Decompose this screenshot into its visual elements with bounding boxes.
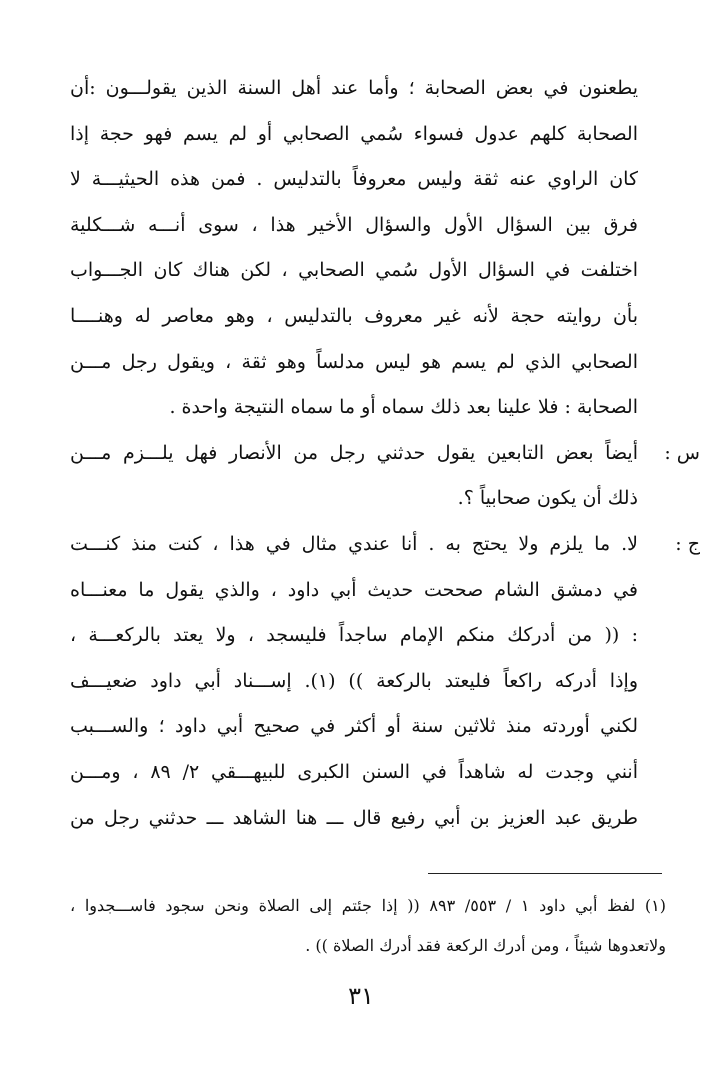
question-block xyxy=(70,431,700,522)
answer-line: طريق عبد العزيز بن أبي رفيع قال ـــ هنا الشاهد ـــ حدثني رجل من xyxy=(70,806,638,829)
question-line: ذلك أن يكون صحابياً ؟. xyxy=(457,487,638,510)
text-line: الصحابي الذي لم يسم هو ليس مدلساً وهو ثقة ، ويقول رجل مـــن xyxy=(70,350,638,373)
answer-line: : (( من أدركك منكم الإمام ساجداً فليسجد ، ولا يعتد بالركعـــة ، xyxy=(70,624,638,647)
main-text xyxy=(70,66,700,841)
text-line: اختلفت في السؤال الأول سُمي الصحابي ، لكن هناك كان الجـــواب xyxy=(70,259,638,282)
answer-block xyxy=(70,522,700,841)
answer-line: لكني أوردته منذ ثلاثين سنة أو أكثر في صحيح أبي داود ؛ والســـبب xyxy=(70,715,638,738)
footnote-line: (١) لفظ أبي داود ١ / ٥٥٣/ ٨٩٣ (( إذا جئتم إلى الصلاة ونحن سجود فاســـجدوا ، xyxy=(70,896,666,915)
text-line: كان الراوي عنه ثقة وليس معروفاً بالتدليس . فمن هذه الحيثيـــة لا xyxy=(70,168,638,191)
text-line: فرق بين السؤال الأول والسؤال الأخير هذا ، سوى أنـــه شـــكلية xyxy=(70,213,638,236)
answer-line: في دمشق الشام صححت حديث أبي داود ، والذي يقول ما معنـــاه xyxy=(70,578,638,601)
answer-line: وإذا أدركه راكعاً فليعتد بالركعة )) (١). إســـناد أبي داود ضعيـــف xyxy=(70,669,638,692)
page-number: ٣١ xyxy=(348,982,374,1010)
footnote-line: ولاتعدوها شيئاً ، ومن أدرك الركعة فقد أدرك الصلاة )) . xyxy=(305,936,666,955)
footnote-divider xyxy=(428,873,662,874)
question-line: أيضاً بعض التابعين يقول حدثني رجل من الأنصار فهل يلـــزم مـــن xyxy=(70,441,638,464)
answer-line: أنني وجدت له شاهداً في السنن الكبرى للبيهـــقي ٢/ ٨٩ ، ومـــن xyxy=(70,760,638,783)
footnotes xyxy=(70,886,666,966)
text-line: بأن روايته حجة لأنه غير معروف بالتدليس ، وهو معاصر له وهنــــا xyxy=(70,304,638,327)
text-line: الصحابة : فلا علينا بعد ذلك سماه أو ما سماه النتيجة واحدة . xyxy=(169,396,638,419)
text-line: يطعنون في بعض الصحابة ؛ وأما عند أهل السنة الذين يقولـــون :أن xyxy=(70,77,638,99)
answer-marker: ج : xyxy=(675,532,700,555)
text-line: الصحابة كلهم عدول فسواء سُمي الصحابي أو لم يسم فهو حجة إذا xyxy=(70,122,638,145)
question-marker: س : xyxy=(664,441,700,464)
answer-line: لا. ما يلزم ولا يحتج به . أنا عندي مثال في هذا ، كنت منذ كنـــت xyxy=(70,532,638,555)
